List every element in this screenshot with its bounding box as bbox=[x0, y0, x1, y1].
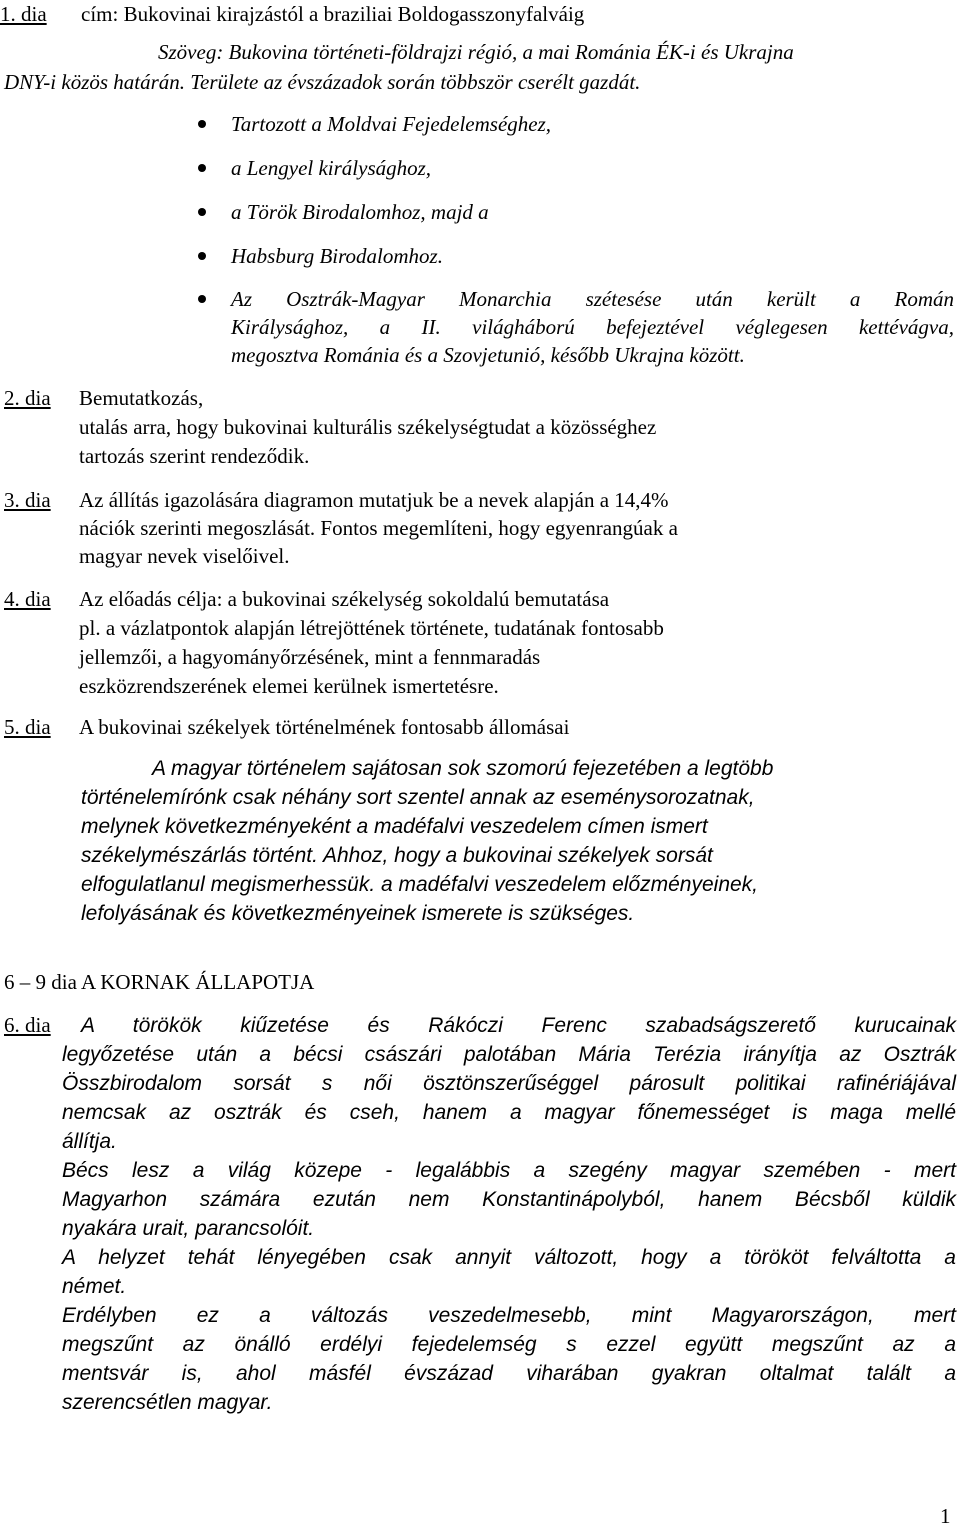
slide-1-title: cím: Bukovinai kirajzástól a braziliai Boldogasszonyfalváig bbox=[81, 2, 585, 26]
slide-3-label: 3. dia bbox=[4, 488, 51, 512]
slide-6-line-4: nemcsak az osztrák és cseh, hanem a magyar főnemességet is maga mellé bbox=[62, 1101, 956, 1124]
slide-6-line-7: Magyarhon számára ezután nem Konstantinápolyból, hanem Bécsből küldik bbox=[62, 1188, 956, 1211]
slide-2-line-1: Bemutatkozás, bbox=[79, 386, 204, 410]
slide-5-quote-line-1: A magyar történelem sajátosan sok szomorú fejezetében a legtöbb bbox=[152, 757, 774, 780]
page-number: 1 bbox=[940, 1504, 951, 1528]
slide-6-line-13: mentsvár is, ahol másfél évszázad viharában gyakran oltalmat talált a bbox=[62, 1362, 956, 1385]
slide-6-line-1: A törökök kiűzetése és Rákóczi Ferenc szabadságszerető kurucainak bbox=[81, 1014, 956, 1037]
slide-5-quote-line-3: melynek következményeként a madéfalvi veszedelem címen ismert bbox=[81, 815, 708, 838]
slide-6-label: 6. dia bbox=[4, 1013, 51, 1037]
section-heading: 6 – 9 dia A KORNAK ÁLLAPOTJA bbox=[4, 970, 315, 994]
slide-4-label: 4. dia bbox=[4, 587, 51, 611]
bullet-icon bbox=[198, 120, 206, 128]
slide-5-quote-line-2: történelemírónk csak néhány sort szentel annak az eseménysorozatnak, bbox=[81, 786, 755, 809]
slide-3-line-3: magyar nevek viselőivel. bbox=[79, 544, 290, 568]
slide-1-bullet-5-line-2: Királysághoz, a II. világháború befejeztével véglegesen kettévágva, bbox=[231, 315, 954, 339]
slide-1-text-line-1: Szöveg: Bukovina történeti-földrajzi régió, a mai Románia ÉK-i és Ukrajna bbox=[158, 40, 794, 64]
slide-3-line-2: nációk szerinti megoszlását. Fontos megemlíteni, hogy egyenrangúak a bbox=[79, 516, 678, 540]
bullet-icon bbox=[198, 164, 206, 172]
slide-1-text-line-2: DNY-i közös határán. Területe az évszázadok során többször cserélt gazdát. bbox=[4, 70, 641, 94]
slide-6-line-10: német. bbox=[62, 1275, 127, 1298]
slide-6-line-6: Bécs lesz a világ közepe - legalábbis a szegény magyar szemében - mert bbox=[62, 1159, 956, 1182]
slide-1-bullet-1: Tartozott a Moldvai Fejedelemséghez, bbox=[231, 112, 552, 136]
bullet-icon bbox=[198, 295, 206, 303]
slide-6-line-9: A helyzet tehát lényegében csak annyit változott, hogy a törököt felváltotta a bbox=[62, 1246, 956, 1269]
slide-2-line-3: tartozás szerint rendeződik. bbox=[79, 444, 310, 468]
slide-1-bullet-5-line-3: megosztva Románia és a Szovjetunió, később Ukrajna között. bbox=[231, 343, 745, 367]
slide-6-line-2: legyőzetése után a bécsi császári palotában Mária Terézia irányítja az Osztrák bbox=[62, 1043, 956, 1066]
slide-5-quote-line-6: lefolyásának és következményeinek ismerete is szükséges. bbox=[81, 902, 635, 925]
slide-5-label: 5. dia bbox=[4, 715, 51, 739]
slide-1-bullet-2: a Lengyel királysághoz, bbox=[231, 156, 432, 180]
slide-5-quote-line-4: székelymészárlás történt. Ahhoz, hogy a bukovinai székelyek sorsát bbox=[81, 844, 713, 867]
slide-2-label: 2. dia bbox=[4, 386, 51, 410]
slide-4-line-1: Az előadás célja: a bukovinai székelység sokoldalú bemutatása bbox=[79, 587, 610, 611]
slide-6-line-11: Erdélyben ez a változás veszedelmesebb, mint Magyarországon, mert bbox=[62, 1304, 956, 1327]
bullet-icon bbox=[198, 252, 206, 260]
slide-2-line-2: utalás arra, hogy bukovinai kulturális székelységtudat a közösséghez bbox=[79, 415, 657, 439]
slide-6-line-3: Összbirodalom sorsát s női ösztönszerűséggel párosult politikai rafinériájával bbox=[62, 1072, 956, 1095]
slide-5-line-1: A bukovinai székelyek történelmének fontosabb állomásai bbox=[79, 715, 570, 739]
slide-4-line-2: pl. a vázlatpontok alapján létrejöttének története, tudatának fontosabb bbox=[79, 616, 664, 640]
slide-1-bullet-3: a Török Birodalomhoz, majd a bbox=[231, 200, 489, 224]
slide-4-line-3: jellemzői, a hagyományőrzésének, mint a fennmaradás bbox=[79, 645, 541, 669]
slide-1-bullet-4: Habsburg Birodalomhoz. bbox=[231, 244, 443, 268]
slide-5-quote-line-5: elfogulatlanul megismerhessük. a madéfalvi veszedelem előzményeinek, bbox=[81, 873, 759, 896]
slide-6-line-12: megszűnt az önálló erdélyi fejedelemség s ezzel együtt megszűnt az a bbox=[62, 1333, 956, 1356]
slide-4-line-4: eszközrendszerének elemei kerülnek ismertetésre. bbox=[79, 674, 499, 698]
slide-1-bullet-5-line-1: Az Osztrák-Magyar Monarchia szétesése után került a Román bbox=[231, 287, 954, 311]
slide-1-label: 1. dia bbox=[0, 2, 47, 26]
bullet-icon bbox=[198, 208, 206, 216]
slide-6-line-5: állítja. bbox=[62, 1130, 117, 1153]
slide-6-line-14: szerencsétlen magyar. bbox=[62, 1391, 273, 1414]
slide-3-line-1: Az állítás igazolására diagramon mutatjuk be a nevek alapján a 14,4% bbox=[79, 488, 669, 512]
slide-6-line-8: nyakára urait, parancsolóit. bbox=[62, 1217, 315, 1240]
